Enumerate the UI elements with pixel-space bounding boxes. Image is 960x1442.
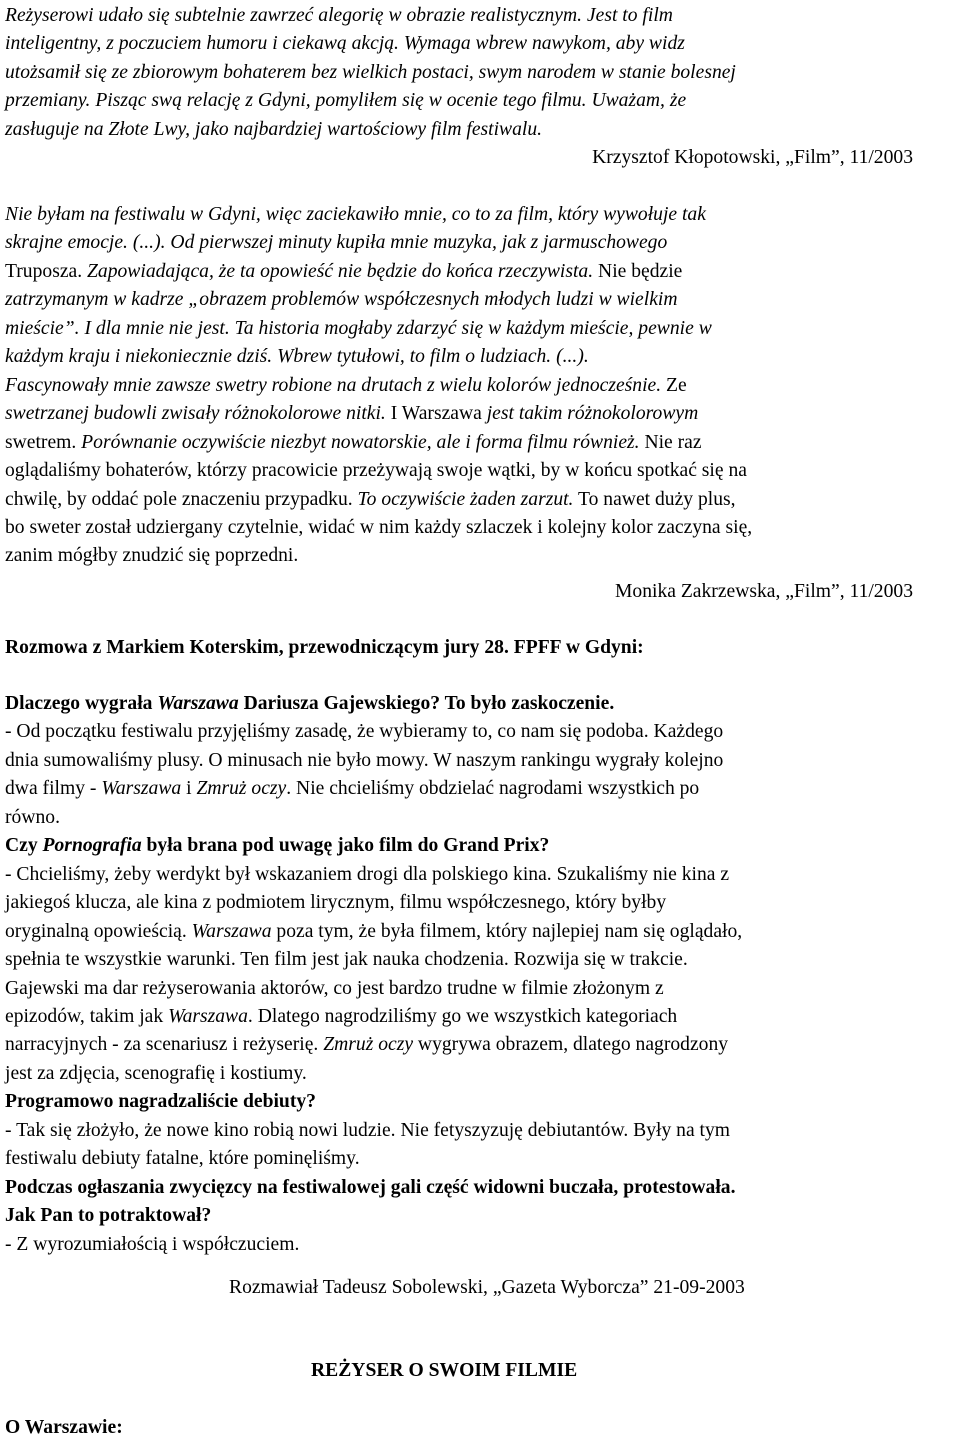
review-line — [5, 400, 955, 428]
subheading-o-warszawie: O Warszawie: — [5, 1417, 123, 1438]
answer-fragment: poza tym, że była filmem, który najlepiej nam się oglądało, — [271, 920, 743, 942]
review-line — [5, 343, 955, 371]
review-fragment: Porównanie oczywiście niezbyt nowatorskie, ale i forma filmu również. — [76, 431, 640, 453]
review-fragment: Fascynowały mnie zawsze swetry robione na drutach z wielu kolorów jednocześnie. — [5, 374, 662, 396]
review-line: inteligentny, z poczuciem humoru i ciekawą akcją. Wymaga wbrew nawykom, aby widz — [5, 33, 685, 55]
review-line: oglądaliśmy bohaterów, którzy pracowicie przeżywają swoje wątki, by w końcu spotkać się na — [5, 460, 747, 482]
question-fragment: Dariusza Gajewskiego? To było zaskoczenie. — [238, 693, 615, 714]
answer-fragment: dwa filmy - — [5, 778, 102, 800]
interview-answer-line: festiwalu debiuty fatalne, które pominęliśmy. — [5, 1148, 360, 1170]
review-fragment: każdym kraju i niekoniecznie dziś. — [5, 346, 273, 368]
interview-answer-line: jest za zdjęcia, scenografię i kostiumy. — [5, 1062, 307, 1084]
interview-answer-line: spełnia te wszystkie warunki. Ten film jest jak nauka chodzenia. Rozwija się w trakcie. — [5, 949, 688, 971]
review-line: Nie byłam na festiwalu w Gdyni, więc zaciekawiło mnie, co to za film, który wywołuje tak — [5, 204, 706, 225]
question-fragment: była brana pod uwagę jako film do Grand Prix? — [141, 835, 550, 857]
answer-fragment: Warszawa — [168, 1005, 248, 1027]
interview-answer-line — [5, 1031, 955, 1059]
review-zakrzewska — [5, 201, 955, 571]
answer-fragment: oryginalną opowieścią. — [5, 920, 192, 942]
review-fragment: Ta historia mogłaby zdarzyć się w każdym mieście, pewnie w — [229, 317, 712, 339]
review-fragment: Zapowiadająca, że ta opowieść nie będzie do końca rzeczywista. — [82, 260, 594, 282]
interview-question: Programowo nagradzaliście debiuty? — [5, 1091, 316, 1113]
answer-fragment: i — [181, 778, 197, 800]
review-line: zasługuje na Złote Lwy, jako najbardziej wartościowy film festiwalu. — [5, 118, 543, 140]
review-fragment: Nie raz — [639, 431, 702, 453]
answer-fragment: . Dlatego nagrodziliśmy go we wszystkich kategoriach — [247, 1005, 678, 1027]
review-line — [5, 429, 955, 457]
interview-answer-line: - Tak się złożyło, że nowe kino robią nowi ludzie. Nie fetyszyzuję debiutantów. Były na tym — [5, 1119, 731, 1141]
interview-answer-line: - Chcieliśmy, żeby werdykt był wskazaniem drogi dla polskiego kina. Szukaliśmy nie kina z — [5, 863, 730, 885]
review-fragment: swetrzanej budowli zwisały różnokolorowe nitki. — [5, 403, 386, 425]
answer-fragment: epizodów, takim jak — [5, 1005, 169, 1027]
interview-answer-line: - Od początku festiwalu przyjęliśmy zasadę, że wybieramy to, co nam się podoba. Każdego — [5, 721, 724, 743]
review-fragment: To nawet duży plus, — [573, 488, 736, 510]
section-heading: REŻYSER O SWOIM FILMIE — [311, 1360, 578, 1381]
answer-fragment: Warszawa — [101, 778, 182, 800]
review-fragment: Nie będzie — [593, 260, 683, 282]
interview-question: Jak Pan to potraktował? — [5, 1205, 212, 1227]
answer-fragment: . Nie chcieliśmy obdzielać nagrodami wszystkich po — [286, 778, 700, 800]
review-fragment: Warszawa — [401, 403, 482, 425]
interview-heading: Rozmowa z Markiem Koterskim, przewodniczącym jury 28. FPFF w Gdyni: — [5, 637, 644, 658]
review-fragment: I — [385, 403, 402, 425]
review-fragment: mieście”. — [5, 317, 80, 339]
review-line: utożsamił się ze zbiorowym bohaterem bez wielkich postaci, swym narodem w stanie bolesnej — [5, 61, 736, 83]
answer-fragment: narracyjnych - za scenariusz i reżyserię. — [5, 1034, 324, 1056]
interview-answer-line — [5, 918, 955, 946]
interview-answer-line — [5, 775, 955, 803]
answer-fragment: Zmruż oczy — [196, 778, 287, 800]
interview-answer-line: - Z wyrozumiałością i współczuciem. — [5, 1233, 300, 1255]
review-fragment: chwilę, by oddać pole znaczeniu przypadku. — [5, 488, 353, 510]
answer-fragment: wygrywa obrazem, dlatego nagrodzony — [413, 1034, 729, 1056]
interview-answer-line: Gajewski ma dar reżyserowania aktorów, co jest bardzo trudne w filmie złożonym z — [5, 977, 664, 999]
interview-question — [5, 832, 955, 860]
question-fragment: Dlaczego wygrała — [5, 693, 158, 714]
review-line: Reżyserowi udało się subtelnie zawrzeć alegorię w obrazie realistycznym. Jest to film — [5, 5, 673, 26]
review-signature-klopotowski: Krzysztof Kłopotowski, „Film”, 11/2003 — [592, 147, 913, 168]
review-fragment: I dla mnie nie jest. — [79, 317, 230, 339]
review-line — [5, 258, 955, 286]
answer-fragment: Warszawa — [191, 920, 272, 942]
interview-answer-line: jakiegoś klucza, ale kina z podmiotem lirycznym, filmu współczesnego, który byłby — [5, 892, 667, 914]
review-fragment: swetrem. — [5, 431, 77, 453]
interview-answer-line — [5, 1003, 955, 1031]
review-line — [5, 229, 955, 257]
question-fragment: Warszawa — [157, 693, 239, 714]
review-fragment: To oczywiście żaden zarzut. — [352, 488, 574, 510]
review-line: zanim mógłby znudzić się poprzedni. — [5, 545, 299, 567]
review-fragment: skrajne emocje. (...). — [5, 232, 166, 254]
review-klopotowski — [5, 2, 955, 144]
review-fragment: Od pierwszej minuty kupiła mnie muzyka, jak z jarmuschowego — [165, 232, 668, 254]
answer-fragment: Zmruż oczy — [323, 1034, 414, 1056]
review-line: przemiany. Pisząc swą relację z Gdyni, pomyliłem się w ocenie tego filmu. Uważam, że — [5, 90, 687, 112]
review-fragment: Wbrew tytułowi, to film o ludziach. (...). — [272, 346, 589, 368]
interview-answer-line: równo. — [5, 806, 60, 828]
question-fragment: Czy — [5, 835, 43, 857]
interview-answer-line: dnia sumowaliśmy plusy. O minusach nie było mowy. W naszym rankingu wygrały kolejno — [5, 749, 724, 771]
review-line: bo sweter został udziergany czytelnie, widać w nim każdy szlaczek i kolejny kolor zaczyna się, — [5, 516, 753, 538]
question-fragment: Pornografia — [42, 835, 142, 857]
review-fragment: Ze — [661, 374, 687, 396]
review-line — [5, 315, 955, 343]
interview-question: Podczas ogłaszania zwycięzcy na festiwalowej gali część widowni buczała, protestowała. — [5, 1176, 736, 1198]
review-line — [5, 486, 955, 514]
interview-credit: Rozmawiał Tadeusz Sobolewski, „Gazeta Wyborcza” 21-09-2003 — [229, 1277, 745, 1298]
review-fragment: Truposza. — [5, 260, 83, 282]
interview-body — [5, 690, 955, 1259]
interview-question — [5, 690, 955, 718]
review-fragment: jest takim różnokolorowym — [481, 403, 699, 425]
review-signature-zakrzewska: Monika Zakrzewska, „Film”, 11/2003 — [614, 581, 913, 602]
review-line: zatrzymanym w kadrze „obrazem problemów współczesnych młodych ludzi w wielkim — [5, 289, 678, 311]
review-line — [5, 372, 955, 400]
